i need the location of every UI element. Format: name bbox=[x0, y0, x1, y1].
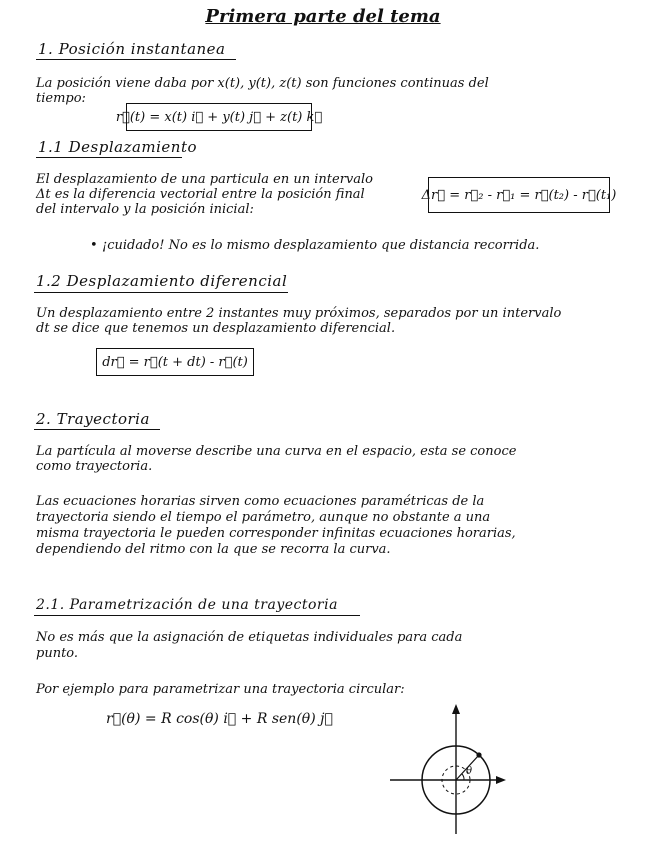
theta-label: θ bbox=[466, 766, 473, 777]
y-axis-arrow bbox=[452, 704, 460, 714]
section-1-line-2: tiempo: bbox=[36, 91, 86, 106]
section-1-1-line-1: El desplazamiento de una particula en un intervalo bbox=[36, 172, 373, 187]
section-2-1-underline bbox=[34, 615, 360, 616]
x-axis-arrow bbox=[496, 776, 506, 784]
section-2-1-heading: 2.1. Parametrización de una trayectoria bbox=[36, 597, 338, 613]
section-2-paragraph-2-line-3: misma trayectoria le pueden corresponder infinitas ecuaciones horarias, bbox=[36, 526, 516, 541]
displacement-formula-box: Δr⃗ = r⃗₂ - r⃗₁ = r⃗(t₂) - r⃗(t₁) bbox=[428, 177, 610, 213]
section-2-paragraph-1-line-1: La partícula al moverse describe una curva en el espacio, esta se conoce bbox=[36, 444, 517, 459]
section-2-1-line-1: No es más que la asignación de etiquetas individuales para cada bbox=[36, 630, 463, 645]
section-1-2-heading: 1.2 Desplazamiento diferencial bbox=[36, 272, 288, 290]
section-2-1-line-2: punto. bbox=[36, 646, 79, 661]
point-on-circle bbox=[476, 752, 481, 757]
section-1-line-1: La posición viene daba por x(t), y(t), z(t) son funciones continuas del bbox=[36, 76, 489, 91]
section-1-underline bbox=[36, 59, 236, 60]
position-formula-box: r⃗(t) = x(t) i⃗ + y(t) j⃗ + z(t) k⃗ bbox=[126, 103, 312, 131]
angle-arc bbox=[462, 774, 464, 780]
section-2-heading: 2. Trayectoria bbox=[36, 410, 150, 428]
section-1-2-underline bbox=[34, 292, 288, 293]
section-2-paragraph-2-line-1: Las ecuaciones horarias sirven como ecuaciones paramétricas de la bbox=[36, 494, 485, 509]
section-2-1-line-3: Por ejemplo para parametrizar una trayectoria circular: bbox=[36, 682, 405, 697]
circle-trajectory-diagram bbox=[380, 700, 510, 840]
section-2-underline bbox=[34, 429, 160, 430]
circular-parametrization-formula: r⃗(θ) = R cos(θ) i⃗ + R sen(θ) j⃗ bbox=[106, 711, 333, 727]
section-1-1-line-3: del intervalo y la posición inicial: bbox=[36, 202, 254, 217]
section-1-1-heading: 1.1 Desplazamiento bbox=[38, 138, 198, 156]
section-1-1-line-2: Δt es la diferencia vectorial entre la posición final bbox=[36, 187, 365, 202]
section-1-2-line-1: Un desplazamiento entre 2 instantes muy próximos, separados por un intervalo bbox=[36, 306, 562, 321]
page-title: Primera parte del tema bbox=[205, 6, 441, 27]
section-1-heading: 1. Posición instantanea bbox=[38, 40, 226, 58]
note-bullet: • bbox=[90, 238, 98, 253]
section-1-2-line-2: dt se dice que tenemos un desplazamiento diferencial. bbox=[36, 321, 396, 336]
section-2-paragraph-1-line-2: como trayectoria. bbox=[36, 459, 153, 474]
section-2-paragraph-2-line-4: dependiendo del ritmo con la que se recorra la curva. bbox=[36, 542, 391, 557]
section-1-1-underline bbox=[36, 157, 182, 158]
section-2-paragraph-2-line-2: trayectoria siendo el tiempo el parámetro, aunque no obstante a una bbox=[36, 510, 491, 525]
section-1-1-note: ¡cuidado! No es lo mismo desplazamiento que distancia recorrida. bbox=[102, 238, 540, 253]
differential-formula-box: dr⃗ = r⃗(t + dt) - r⃗(t) bbox=[96, 348, 254, 376]
